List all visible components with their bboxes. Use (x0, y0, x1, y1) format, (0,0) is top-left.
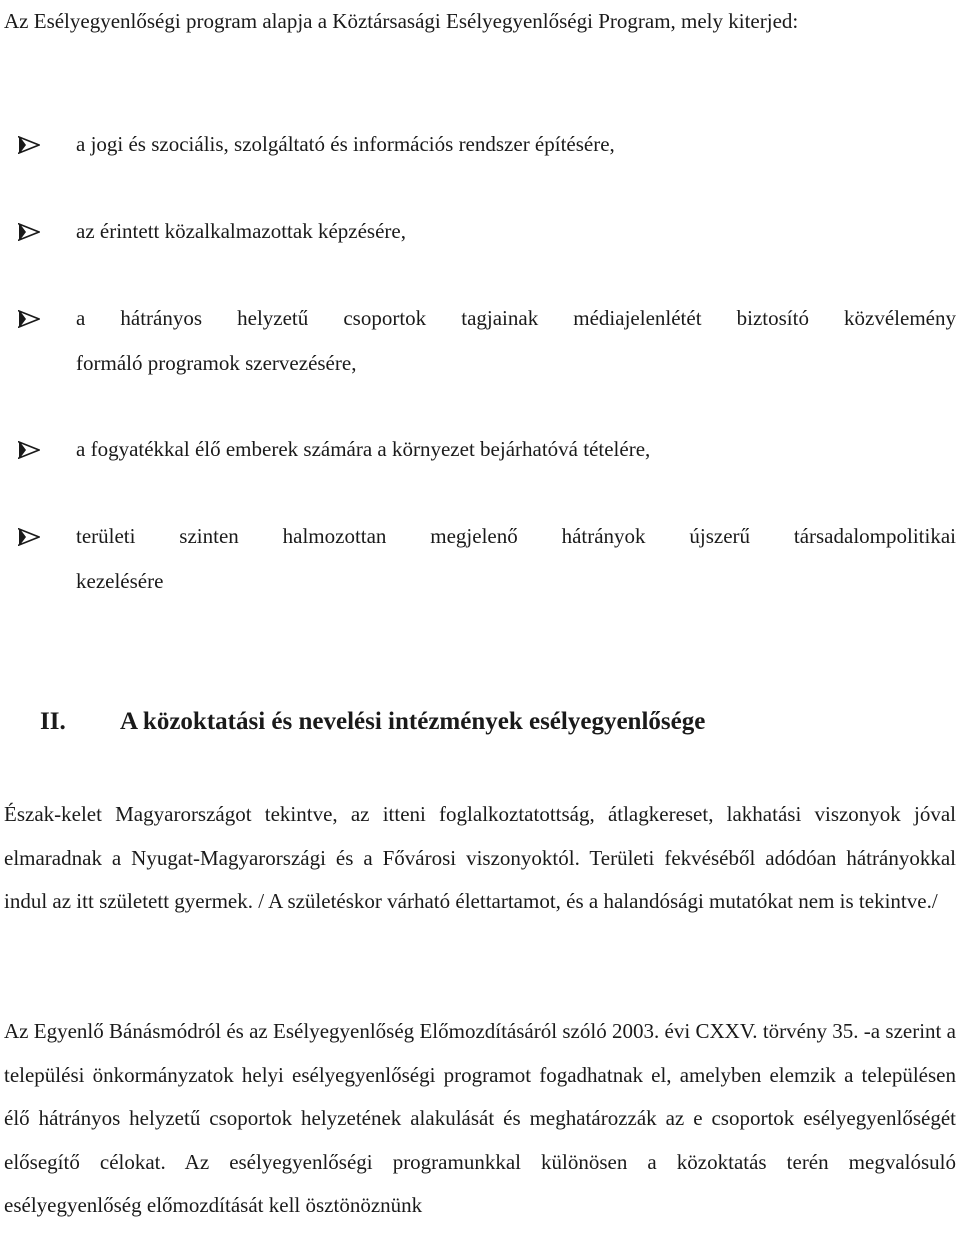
list-item-text-continuation: formáló programok szervezésére, (76, 351, 357, 375)
arrow-bullet-icon (18, 223, 40, 241)
arrow-bullet-icon (18, 136, 40, 154)
arrow-bullet-icon (18, 310, 40, 328)
list-item-text: az érintett közalkalmazottak képzésére, (76, 219, 406, 243)
list-item (18, 296, 956, 386)
list-item-text: a jogi és szociális, szolgáltató és információs rendszer építésére, (76, 132, 615, 156)
section-number: II. (40, 708, 66, 735)
section-heading (40, 700, 956, 744)
list-item-text: területi szinten halmozottan megjelenő hátrányok újszerű társadalompolitikai (76, 524, 956, 548)
list-item (18, 209, 956, 254)
intro-paragraph: Az Esélyegyenlőségi program alapja a Köztársasági Esélyegyenlőségi Program, mely kiterjed: (4, 9, 799, 33)
list-item-text: a hátrányos helyzetű csoportok tagjainak médiajelenlétét biztosító közvélemény (76, 306, 956, 330)
body-paragraph: Az Egyenlő Bánásmódról és az Esélyegyenlőség Előmozdításáról szóló 2003. évi CXXV. törvény 35. -a szerint a települési önkormányzatok helyi esélyegyenlőségi programot fogadhatnak el, amelyben elemzik a településen élő hátrányos helyzetű csoportok helyzetének alakulását és meghatározzák az e csoportok esélyegyenlőségét elősegítő célokat. Az esélyegyenlőségi programunkkal különösen a közoktatás terén megvalósuló esélyegyenlőség előmozdítását kell ösztönöznünk (4, 1019, 956, 1217)
list-item (18, 514, 956, 604)
list-item (18, 427, 956, 472)
section-title: A közoktatási és nevelési intézmények esélyegyenlősége (120, 708, 706, 735)
body-paragraph: Észak-kelet Magyarországot tekintve, az itteni foglalkoztatottság, átlagkereset, lakhatási viszonyok jóval elmaradnak a Nyugat-Magyarországi és a Fővárosi viszonyoktól. Területi fekvéséből adódóan hátrányokkal indul az itt született gyermek. / A születéskor várható élettartamot, és a halandósági mutatókat nem is tekintve./ (4, 802, 956, 913)
list-item-text-continuation: kezelésére (76, 569, 164, 593)
list-item (18, 122, 956, 167)
list-item-text: a fogyatékkal élő emberek számára a környezet bejárhatóvá tételére, (76, 437, 651, 461)
arrow-bullet-icon (18, 528, 40, 546)
arrow-bullet-icon (18, 441, 40, 459)
